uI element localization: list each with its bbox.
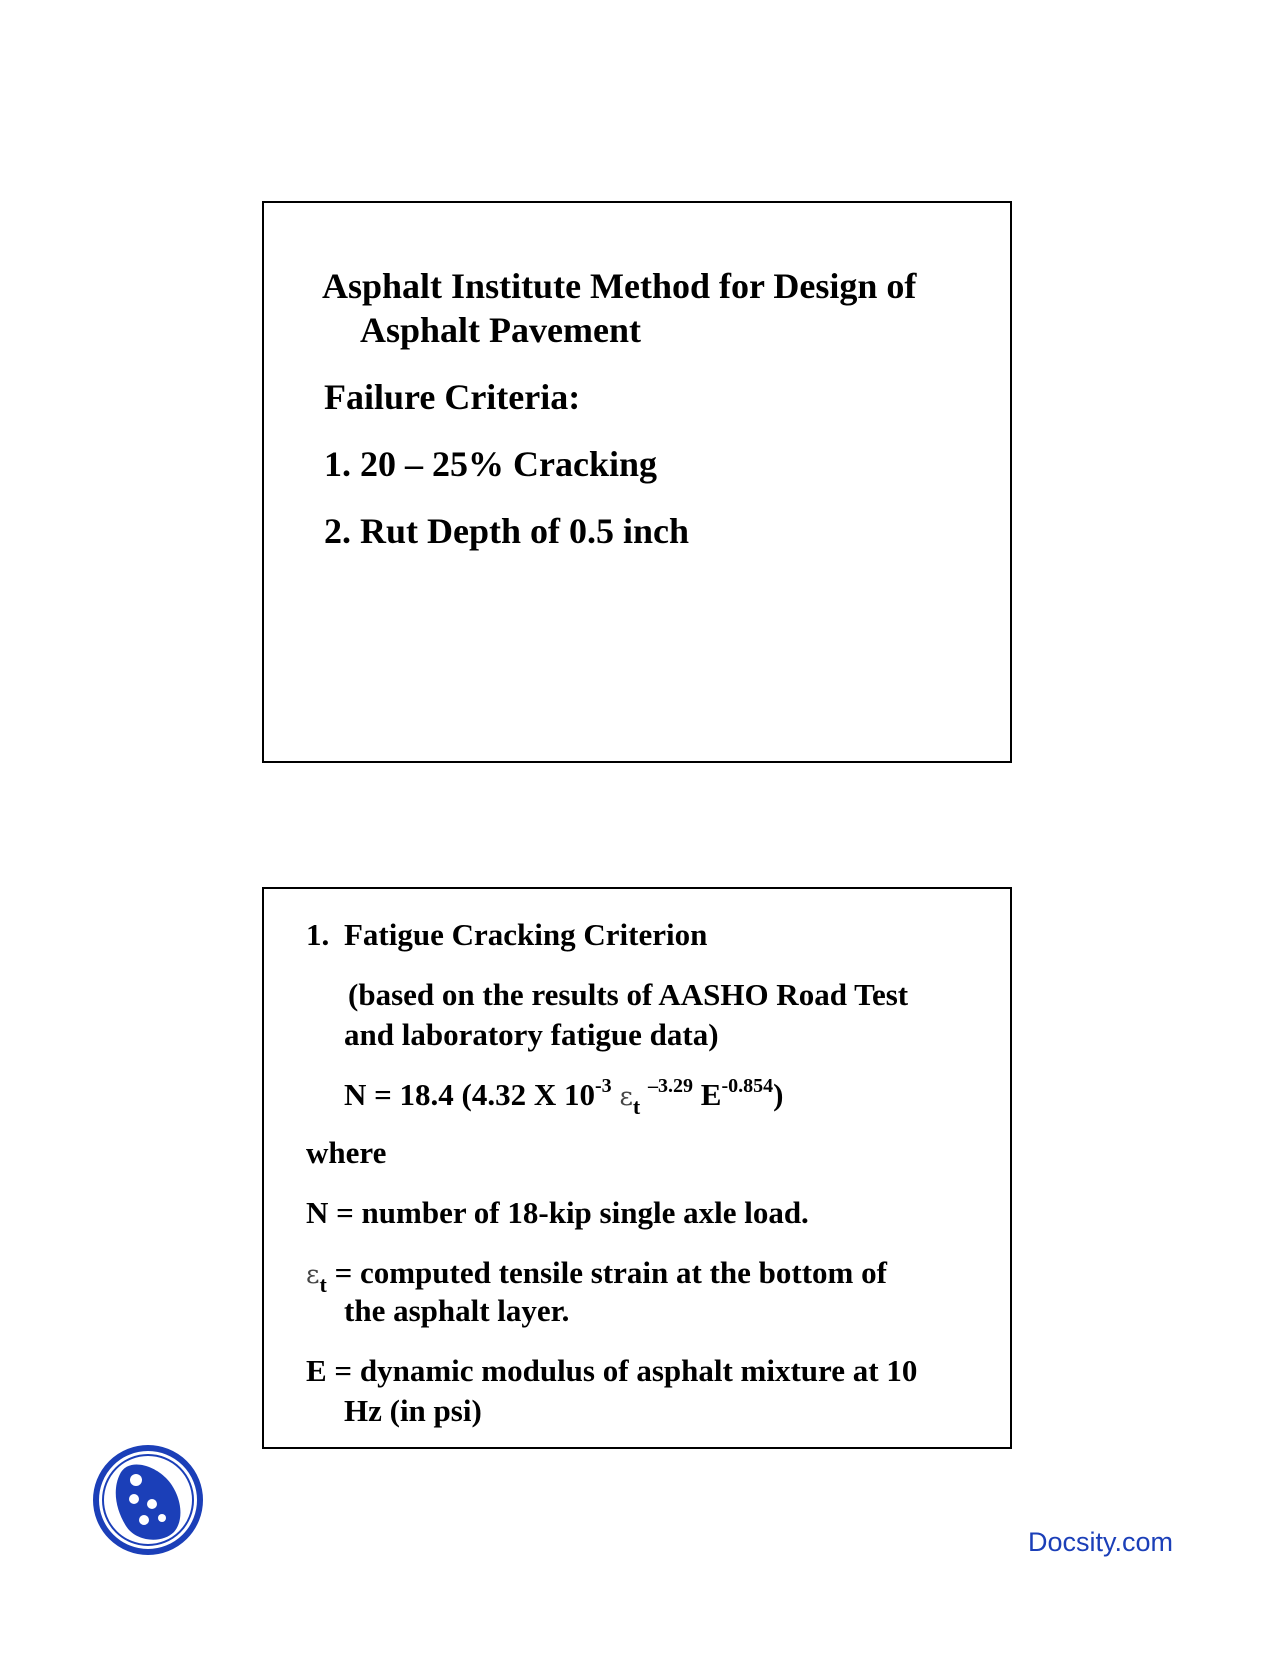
slide-1	[262, 201, 1012, 763]
equation-prefix: N = 18.4 (4.32 X 10	[344, 1077, 596, 1112]
fatigue-equation	[344, 1075, 783, 1119]
slide-2	[262, 887, 1012, 1449]
definition-e-line-2: Hz (in psi)	[344, 1393, 482, 1428]
docsity-brand-link[interactable]: Docsity.com	[1028, 1527, 1174, 1557]
slide-1-title-line-2: Asphalt Pavement	[360, 310, 641, 350]
equation-e-variable: E	[693, 1077, 722, 1112]
epsilon-definition-text: = computed tensile strain at the bottom of	[326, 1255, 887, 1290]
definition-n: N = number of 18-kip single axle load.	[306, 1195, 809, 1230]
equation-exponent-1: -3	[595, 1075, 612, 1097]
fatigue-heading-number: 1.	[306, 917, 330, 952]
epsilon-definition-subscript: t	[319, 1272, 327, 1297]
definition-epsilon-line-2: the asphalt layer.	[344, 1293, 570, 1328]
basis-line-1: (based on the results of AASHO Road Test	[348, 977, 909, 1012]
criterion-item-1: 1. 20 – 25% Cracking	[324, 444, 657, 484]
fatigue-heading: Fatigue Cracking Criterion	[344, 917, 708, 952]
failure-criteria-heading: Failure Criteria:	[324, 377, 581, 417]
epsilon-symbol: ε	[619, 1082, 633, 1112]
epsilon-definition-symbol: ε	[306, 1260, 320, 1290]
slide-1-title-line-1: Asphalt Institute Method for Design of	[322, 266, 917, 306]
equation-close: )	[773, 1077, 784, 1112]
definition-e-line-1: E = dynamic modulus of asphalt mixture at 10	[306, 1353, 918, 1388]
where-label: where	[306, 1135, 387, 1170]
basis-line-2: and laboratory fatigue data)	[344, 1017, 719, 1052]
equation-exponent-2: –3.29	[648, 1075, 693, 1097]
epsilon-subscript: t	[632, 1094, 641, 1119]
criterion-item-2: 2. Rut Depth of 0.5 inch	[324, 511, 690, 551]
definition-epsilon-line-1	[306, 1253, 887, 1296]
equation-exponent-3: -0.854	[721, 1075, 774, 1097]
docsity-logo-icon[interactable]	[92, 1444, 204, 1556]
